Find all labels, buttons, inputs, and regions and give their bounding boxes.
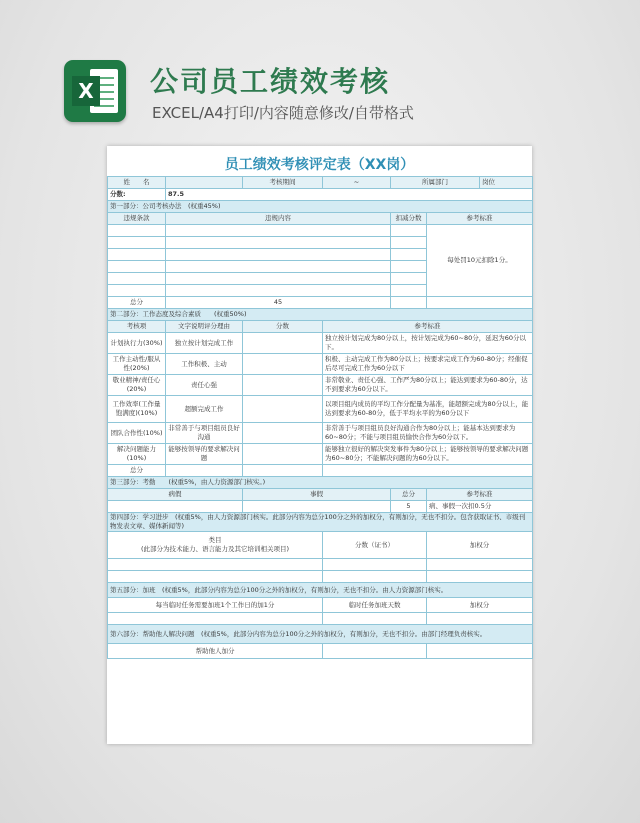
part2-heading: 第二部分：工作态度及综合素质 (权重50%) xyxy=(108,309,533,321)
period-tilde[interactable]: ~ xyxy=(323,177,391,189)
part2-cell[interactable] xyxy=(243,465,323,477)
part4-header-row xyxy=(108,532,533,559)
part4-heading-row xyxy=(108,513,533,532)
part2-item: 敬业精神/责任心(20%) xyxy=(108,375,166,396)
part2-row xyxy=(108,333,533,354)
part3-heading: 第三部分：考勤 (权重5%，由人力资源部门核实。) xyxy=(108,477,533,489)
part1-total-label: 总分 xyxy=(108,297,166,309)
part2-score[interactable] xyxy=(243,396,323,423)
part4-col-cert: 分数（证书） xyxy=(323,532,427,559)
part5-col-rule: 每当临时任务需要加班1个工作日的加1分 xyxy=(108,598,323,613)
part3-col-total: 总分 xyxy=(391,489,427,501)
part1-heading-row xyxy=(108,201,533,213)
part1-row xyxy=(108,225,533,237)
part3-heading-row xyxy=(108,477,533,489)
part2-row xyxy=(108,375,533,396)
part6-heading: 第六部分：帮助他人解决问题 (权重5%，此部分内容为总分100分之外的加权分，有则加分，无也不扣分。由部门经理负责核实。 xyxy=(108,625,533,644)
part2-item: 解决问题能力(10%) xyxy=(108,444,166,465)
part2-standard: 能够独立很好的解决突发事件为80分以上；能够按领导的要求解决问题为60~80分；不能解决问题的为60分以下。 xyxy=(323,444,533,465)
part3-sick-value[interactable] xyxy=(108,501,243,513)
part2-score[interactable] xyxy=(243,444,323,465)
score-value[interactable]: 87.5 xyxy=(166,189,533,201)
part4-category-label: 类目 xyxy=(208,536,222,544)
excel-logo-icon xyxy=(64,60,126,122)
part2-score[interactable] xyxy=(243,423,323,444)
part2-standard: 以项目组内成员的平均工作分配量为基准，能超额完成为80分以上，能达到要求为60-80分，低于平均水平的为60分以下 xyxy=(323,396,533,423)
part2-item: 工作主动性/服从性(20%) xyxy=(108,354,166,375)
part6-cell[interactable] xyxy=(323,644,427,659)
part5-heading-row xyxy=(108,583,533,598)
part4-heading: 第四部分：学习进步 (权重5%，由人力资源部门核实。此部分内容为总分100分之外的加权分，有则加分，无也不扣分。包含获取证书、市级刊物发表文章、媒体新闻等) xyxy=(108,513,533,532)
part5-cell[interactable] xyxy=(323,613,427,625)
part6-heading-row xyxy=(108,625,533,644)
part1-cell[interactable] xyxy=(391,249,427,261)
period-label: 考核期间 xyxy=(243,177,323,189)
part1-cell[interactable] xyxy=(108,249,166,261)
part2-header-row xyxy=(108,321,533,333)
name-value[interactable] xyxy=(166,177,243,189)
part2-total-row xyxy=(108,465,533,477)
part4-cell[interactable] xyxy=(323,571,427,583)
part2-reason[interactable]: 独立按计划完成工作 xyxy=(166,333,243,354)
spreadsheet-preview xyxy=(107,146,532,744)
part1-cell[interactable] xyxy=(391,261,427,273)
part1-cell[interactable] xyxy=(391,297,427,309)
part4-cell[interactable] xyxy=(427,571,533,583)
part2-row xyxy=(108,444,533,465)
part2-heading-row xyxy=(108,309,533,321)
score-row xyxy=(108,189,533,201)
doc-title: 员工绩效考核评定表（XX岗） xyxy=(224,157,415,173)
part4-col-weight: 加权分 xyxy=(427,532,533,559)
part1-standard: 每处罚10元扣除1分。 xyxy=(427,225,533,297)
part2-row xyxy=(108,354,533,375)
part1-col-clause: 违规条款 xyxy=(108,213,166,225)
part1-cell[interactable] xyxy=(108,225,166,237)
part1-cell[interactable] xyxy=(108,285,166,297)
part2-row xyxy=(108,423,533,444)
part1-cell[interactable] xyxy=(166,285,391,297)
part2-reason[interactable]: 能够按领导的要求解决问题 xyxy=(166,444,243,465)
info-row xyxy=(108,177,533,189)
dept-label: 所属部门 xyxy=(391,177,480,189)
part2-score[interactable] xyxy=(243,354,323,375)
part1-total-row xyxy=(108,297,533,309)
appraisal-table xyxy=(107,176,533,659)
part4-cell[interactable] xyxy=(108,559,323,571)
part4-category-note: (此部分为技术能力、语言能力及其它培训相关项目) xyxy=(140,545,290,553)
part5-heading: 第五部分：加班 (权重5%，此部分内容为总分100分之外的加权分，有则加分，无也不扣分。由人力资源部门核实。 xyxy=(108,583,533,598)
part1-cell[interactable] xyxy=(166,261,391,273)
part2-col-reason: 文字说明评分理由 xyxy=(166,321,243,333)
part2-reason[interactable]: 非常善于与项目组员良好沟通 xyxy=(166,423,243,444)
part4-cell[interactable] xyxy=(108,571,323,583)
part1-cell[interactable] xyxy=(391,237,427,249)
part2-standard: 独立按计划完成为80分以上，按计划完成为60~80分，延迟为60分以下。 xyxy=(323,333,533,354)
part4-cell[interactable] xyxy=(323,559,427,571)
part3-total-value[interactable]: 5 xyxy=(391,501,427,513)
part3-row xyxy=(108,501,533,513)
part5-cell[interactable] xyxy=(108,613,323,625)
part5-cell[interactable] xyxy=(427,613,533,625)
post-label: 岗位 xyxy=(480,177,533,189)
part2-standard: 积极、主动完成工作为80分以上；按要求完成工作为60-80分；经催促后尽可完成工作为60分以下 xyxy=(323,354,533,375)
part4-row xyxy=(108,571,533,583)
part2-row xyxy=(108,396,533,423)
part5-header-row xyxy=(108,598,533,613)
part1-cell[interactable] xyxy=(108,237,166,249)
part2-col-score: 分数 xyxy=(243,321,323,333)
part1-total-value[interactable]: 45 xyxy=(166,297,391,309)
part1-col-content: 违规内容 xyxy=(166,213,391,225)
part2-reason[interactable]: 超额完成工作 xyxy=(166,396,243,423)
excel-x-mark: X xyxy=(72,76,100,106)
part5-col-days: 临时任务加班天数 xyxy=(323,598,427,613)
part3-col-sick: 病假 xyxy=(108,489,243,501)
part1-cell[interactable] xyxy=(108,261,166,273)
part5-col-weight: 加权分 xyxy=(427,598,533,613)
part6-row xyxy=(108,644,533,659)
part1-cell[interactable] xyxy=(391,225,427,237)
part1-cell[interactable] xyxy=(166,225,391,237)
part2-item: 计划执行力(30%) xyxy=(108,333,166,354)
part2-reason[interactable]: 工作积极、主动 xyxy=(166,354,243,375)
part5-row xyxy=(108,613,533,625)
part1-cell[interactable] xyxy=(427,297,533,309)
part2-col-item: 考核项 xyxy=(108,321,166,333)
part1-heading: 第一部分：公司考核办法 (权重45%) xyxy=(108,201,533,213)
part2-total-label: 总分 xyxy=(108,465,166,477)
part2-cell[interactable] xyxy=(323,465,533,477)
part1-cell[interactable] xyxy=(166,249,391,261)
page-subtitle: EXCEL/A4打印/内容随意修改/自带格式 xyxy=(152,104,414,122)
part6-cell[interactable] xyxy=(427,644,533,659)
part2-reason[interactable]: 责任心强 xyxy=(166,375,243,396)
name-label: 姓 名 xyxy=(108,177,166,189)
part2-item: 工作效率(工作量饱满度)(10%) xyxy=(108,396,166,423)
part1-cell[interactable] xyxy=(108,273,166,285)
score-label: 分数: xyxy=(108,189,166,201)
part3-personal-value[interactable] xyxy=(243,501,391,513)
part6-col-help: 帮助他人加分 xyxy=(108,644,323,659)
part4-col-category xyxy=(108,532,323,559)
part4-cell[interactable] xyxy=(427,559,533,571)
part3-col-personal: 事假 xyxy=(243,489,391,501)
part4-row xyxy=(108,559,533,571)
part2-cell[interactable] xyxy=(166,465,243,477)
part3-header-row xyxy=(108,489,533,501)
part3-col-standard: 参考标准 xyxy=(427,489,533,501)
part1-cell[interactable] xyxy=(166,237,391,249)
part1-col-deduct: 扣减分数 xyxy=(391,213,427,225)
part3-standard: 病、事假一次扣0.5分 xyxy=(427,501,533,513)
part1-header-row xyxy=(108,213,533,225)
part2-col-standard: 参考标准 xyxy=(323,321,533,333)
part1-cell[interactable] xyxy=(166,273,391,285)
part2-item: 团队合作性(10%) xyxy=(108,423,166,444)
part1-col-standard: 参考标准 xyxy=(427,213,533,225)
part2-score[interactable] xyxy=(243,333,323,354)
part2-score[interactable] xyxy=(243,375,323,396)
part2-standard: 非常敬业、责任心强、工作严为80分以上；能达到要求为60-80分，达不到要求为60分以下。 xyxy=(323,375,533,396)
part2-standard: 非常善于与项目组员良好沟通合作为80分以上；能基本达到要求为60~80分；不能与项目组员愉快合作为60分以下。 xyxy=(323,423,533,444)
part1-cell[interactable] xyxy=(391,273,427,285)
part1-cell[interactable] xyxy=(391,285,427,297)
page-title: 公司员工绩效考核 xyxy=(150,65,391,98)
